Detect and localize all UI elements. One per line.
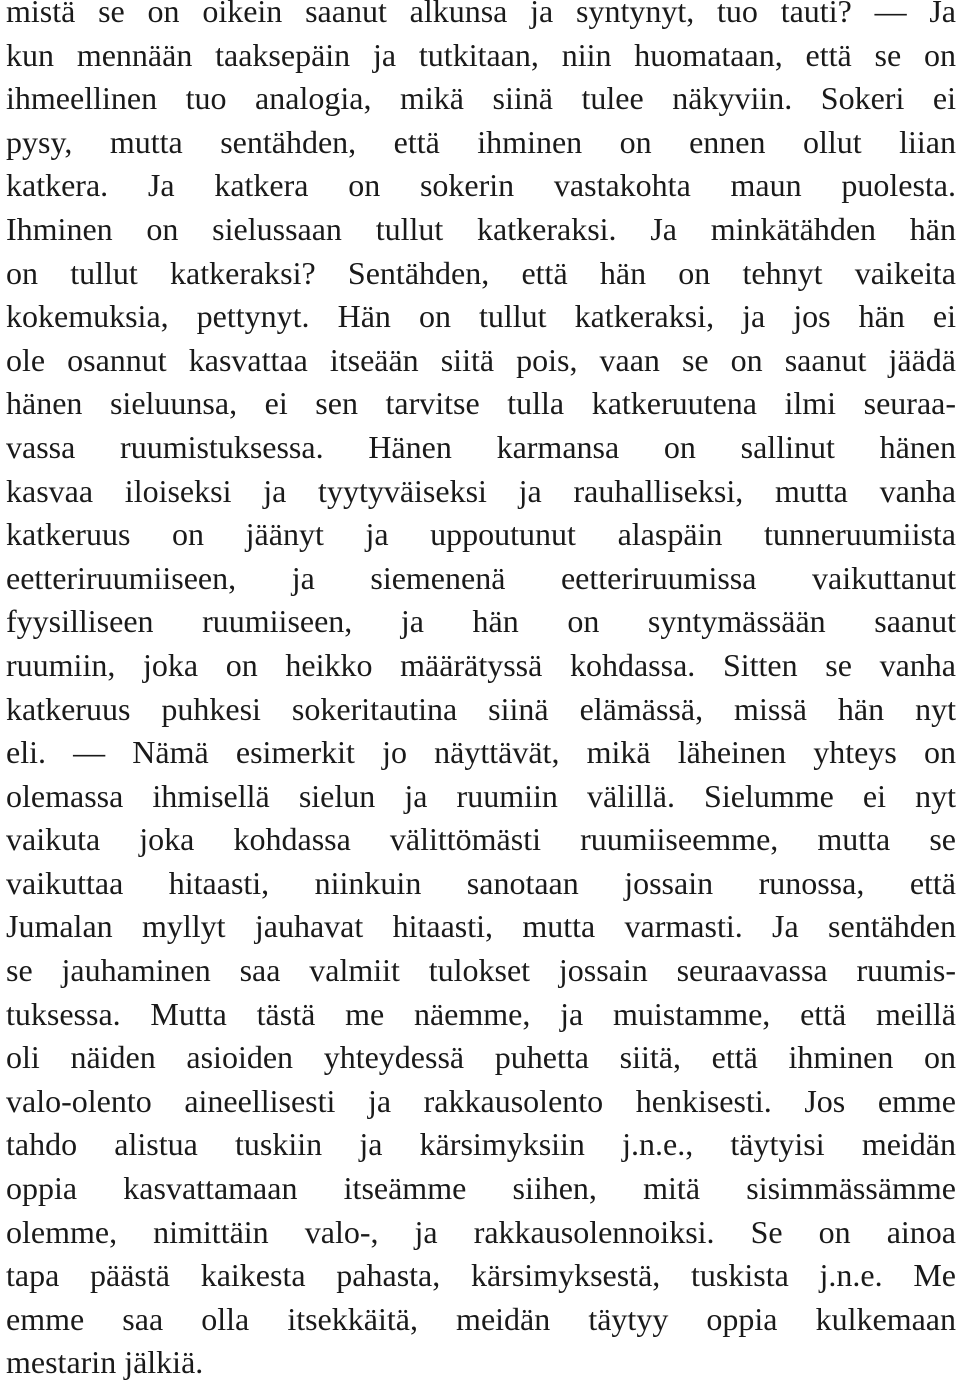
text-line: eli. — Nämä esimerkit jo näyttävät, mikä läheinen yhteys on: [6, 734, 956, 771]
text-line: kasvaa iloiseksi ja tyytyväiseksi ja rauhalliseksi, mutta vanha: [6, 472, 956, 509]
text-line: katkera. Ja katkera on sokerin vastakohta maun puolesta.: [6, 167, 956, 204]
text-line: oli näiden asioiden yhteydessä puhetta siitä, että ihminen on: [6, 1039, 956, 1076]
text-line: emme saa olla itsekkäitä, meidän täytyy oppia kulkemaan: [6, 1300, 956, 1337]
text-line: vaikuta joka kohdassa välittömästi ruumiiseemme, mutta se: [6, 821, 956, 858]
text-line: se jauhaminen saa valmiit tulokset jossain seuraavassa ruumis-: [6, 952, 956, 989]
text-line: Jumalan myllyt jauhavat hitaasti, mutta varmasti. Ja sentähden: [6, 908, 956, 945]
text-line: kun mennään taaksepäin ja tutkitaan, niin huomataan, että se on: [6, 36, 956, 73]
text-line: mestarin jälkiä.: [6, 1344, 204, 1381]
text-line: tahdo alistua tuskiin ja kärsimyksiin j.n.e., täytyisi meidän: [6, 1126, 956, 1163]
document-page: [6, 0, 956, 1385]
text-line: olemme, nimittäin valo-, ja rakkausolennoiksi. Se on ainoa: [6, 1213, 956, 1250]
text-line: vaikuttaa hitaasti, niinkuin sanotaan jossain runossa, että: [6, 864, 956, 901]
text-line: vassa ruumistuksessa. Hänen karmansa on sallinut hänen: [6, 428, 956, 465]
text-line: pysy, mutta sentähden, että ihminen on ennen ollut liian: [6, 123, 956, 160]
text-line: fyysilliseen ruumiiseen, ja hän on syntymässään saanut: [6, 603, 956, 640]
text-line: kokemuksia, pettynyt. Hän on tullut katkeraksi, ja jos hän ei: [6, 298, 956, 335]
text-line: on tullut katkeraksi? Sentähden, että hän on tehnyt vaikeita: [6, 254, 956, 291]
text-line: ruumiin, joka on heikko määrätyssä kohdassa. Sitten se vanha: [6, 646, 956, 683]
text-line: Ihminen on sielussaan tullut katkeraksi. Ja minkätähden hän: [6, 210, 956, 247]
text-line: hänen sieluunsa, ei sen tarvitse tulla katkeruutena ilmi seuraa-: [6, 385, 956, 422]
text-line: tuksessa. Mutta tästä me näemme, ja muistamme, että meillä: [6, 995, 956, 1032]
text-line: olemassa ihmisellä sielun ja ruumiin välillä. Sielumme ei nyt: [6, 777, 956, 814]
text-line: katkeruus puhkesi sokeritautina siinä elämässä, missä hän nyt: [6, 690, 956, 727]
text-line: mistä se on oikein saanut alkunsa ja syntynyt, tuo tauti? — Ja: [6, 0, 956, 29]
text-line: eetteriruumiiseen, ja siemenenä eetteriruumissa vaikuttanut: [6, 559, 956, 596]
text-line: ihmeellinen tuo analogia, mikä siinä tulee näkyviin. Sokeri ei: [6, 80, 956, 117]
text-line: oppia kasvattamaan itseämme siihen, mitä sisimmässämme: [6, 1170, 956, 1207]
text-line: katkeruus on jäänyt ja uppoutunut alaspäin tunneruumiista: [6, 516, 956, 553]
text-line: valo-olento aineellisesti ja rakkausolento henkisesti. Jos emme: [6, 1082, 956, 1119]
text-line: tapa päästä kaikesta pahasta, kärsimyksestä, tuskista j.n.e. Me: [6, 1257, 956, 1294]
text-line: ole osannut kasvattaa itseään siitä pois, vaan se on saanut jäädä: [6, 341, 956, 378]
